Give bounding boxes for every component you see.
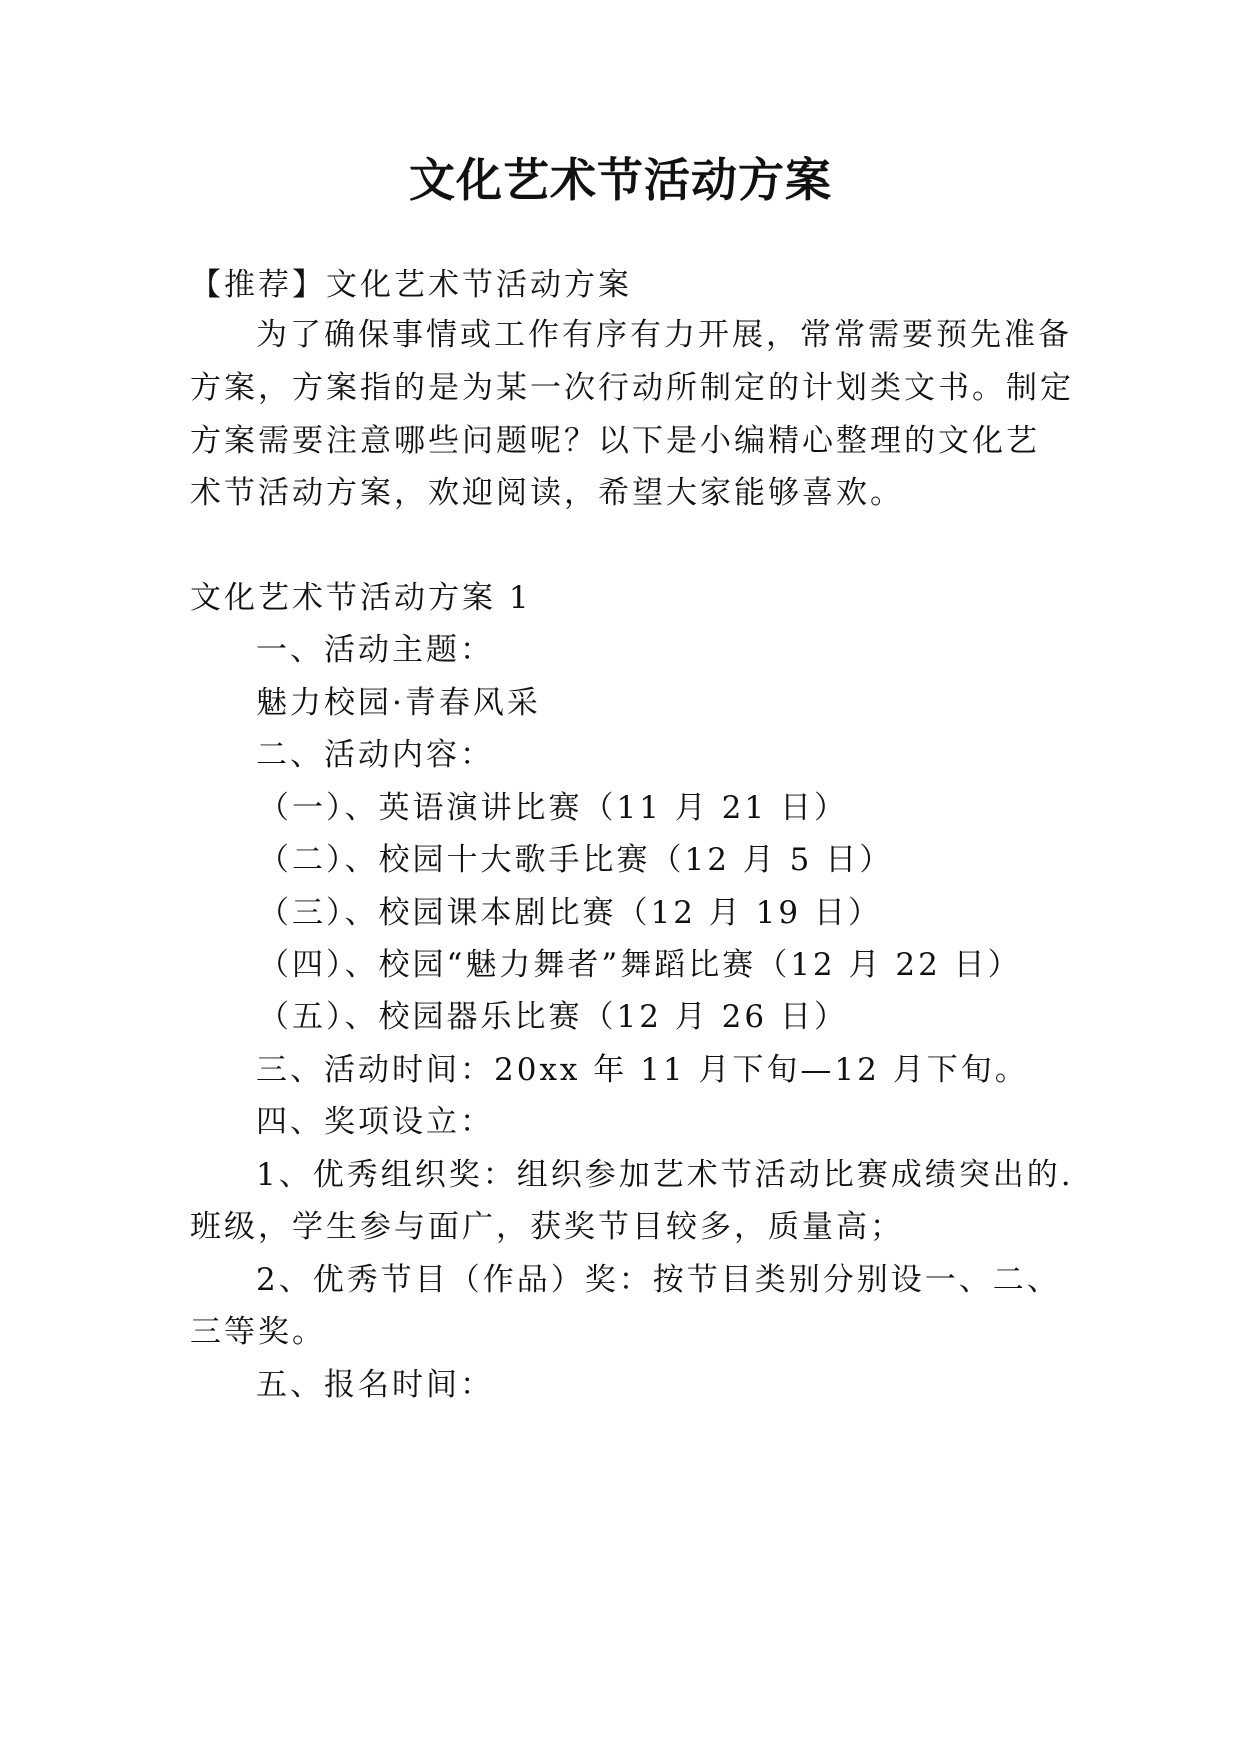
- document-title: 文化艺术节活动方案: [409, 153, 832, 207]
- award-1-line-2: 班级，学生参与面广，获奖节目较多，质量高；: [190, 1209, 904, 1245]
- section-heading: 文化艺术节活动方案 1: [190, 580, 532, 616]
- award-1-line-1: 1、优秀组织奖：组织参加艺术节活动比赛成绩突出的.: [256, 1157, 1074, 1193]
- content-item: （一）、英语演讲比赛（11 月 21 日）: [258, 790, 848, 826]
- content-item: （四）、校园“魅力舞者”舞蹈比赛（12 月 22 日）: [258, 947, 1022, 983]
- theme-heading: 一、活动主题：: [256, 632, 494, 668]
- signup-heading: 五、报名时间：: [256, 1367, 494, 1403]
- award-2-line-1: 2、优秀节目（作品）奖：按节目类别分别设一、二、: [256, 1262, 1061, 1298]
- content-item: （五）、校园器乐比赛（12 月 26 日）: [258, 999, 848, 1035]
- intro-line-3: 方案需要注意哪些问题呢？以下是小编精心整理的文化艺: [190, 423, 1040, 459]
- intro-line-4: 术节活动方案，欢迎阅读，希望大家能够喜欢。: [190, 475, 904, 511]
- awards-heading: 四、奖项设立：: [256, 1104, 494, 1140]
- theme-value: 魅力校园·青春风采: [256, 685, 541, 721]
- content-item: （三）、校园课本剧比赛（12 月 19 日）: [258, 895, 882, 931]
- intro-line-2: 方案，方案指的是为某一次行动所制定的计划类文书。制定: [190, 370, 1074, 406]
- recommend-line: 【推荐】文化艺术节活动方案: [190, 267, 632, 303]
- content-item: （二）、校园十大歌手比赛（12 月 5 日）: [258, 842, 894, 878]
- intro-line-1: 为了确保事情或工作有序有力开展，常常需要预先准备: [256, 317, 1072, 353]
- time-line: 三、活动时间：20xx 年 11 月下旬—12 月下旬。: [256, 1052, 1029, 1088]
- content-heading: 二、活动内容：: [256, 737, 494, 773]
- award-2-line-2: 三等奖。: [190, 1314, 326, 1350]
